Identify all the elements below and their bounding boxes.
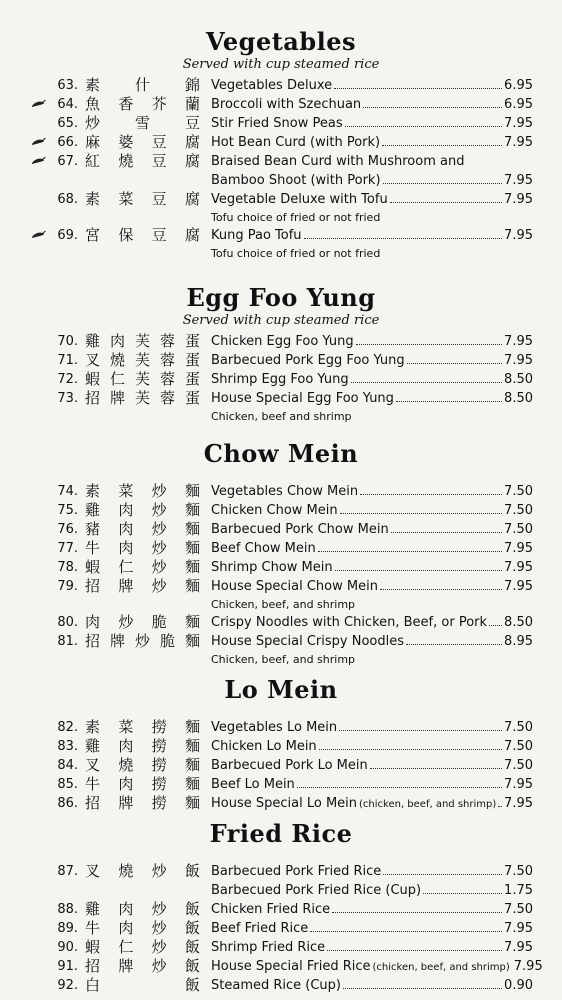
item-chinese-name: 牛 肉 撈 麵 (85, 775, 200, 793)
item-note: Chicken, beef and shrimp (211, 410, 352, 423)
item-name: Barbecued Pork Lo Mein (211, 758, 368, 773)
item-line (211, 756, 533, 775)
item-chinese-name: 素 菜 炒 麵 (85, 482, 200, 500)
item-price: 7.95 (504, 541, 533, 556)
item-number: 80. (57, 615, 78, 630)
item-price: 7.95 (504, 777, 533, 792)
item-name: Beef Lo Mein (211, 777, 295, 792)
item-price: 8.95 (504, 634, 533, 649)
item-line (211, 133, 533, 152)
menu-item (0, 938, 562, 957)
item-name: Vegetables Chow Mein (211, 484, 359, 499)
item-number: 68. (57, 192, 78, 207)
item-number: 89. (57, 921, 78, 936)
menu-item (0, 900, 562, 919)
leader-dots (332, 900, 502, 913)
item-chinese-name: 雞 肉 炒 飯 (85, 900, 200, 918)
item-number: 83. (57, 739, 78, 754)
item-name: Beef Chow Mein (211, 541, 316, 556)
item-number: 87. (57, 864, 78, 879)
menu-section (0, 820, 562, 995)
leader-dots (297, 775, 502, 788)
item-number: 79. (57, 579, 78, 594)
menu-item (0, 332, 562, 351)
section-subtitle: Served with cup steamed rice (182, 313, 380, 328)
leader-dots (343, 976, 502, 989)
item-price: 7.50 (504, 484, 533, 499)
item-name: Vegetables Lo Mein (211, 720, 338, 735)
item-price: 7.95 (504, 353, 533, 368)
item-line (211, 919, 533, 938)
item-number: 73. (57, 391, 78, 406)
item-name: Shrimp Egg Foo Yung (211, 372, 349, 387)
item-number: 82. (57, 720, 78, 735)
item-price: 7.95 (504, 135, 533, 150)
item-number: 88. (57, 902, 78, 917)
item-price: 8.50 (504, 391, 533, 406)
item-name-continued: Bamboo Shoot (with Pork) (211, 173, 381, 188)
item-line (211, 737, 533, 756)
item-chinese-name: 招 牌 炒 飯 (85, 957, 200, 975)
item-name: Chicken Chow Mein (211, 503, 338, 518)
item-chinese-name: 素 菜 撈 麵 (85, 718, 200, 736)
item-name: Hot Bean Curd (with Pork) (211, 135, 381, 150)
menu-item (0, 520, 562, 539)
item-name: Chicken Fried Rice (211, 902, 331, 917)
menu-item (0, 76, 562, 95)
item-inline-note: (chicken, beef, and shrimp) (372, 962, 510, 973)
item-line (211, 332, 533, 351)
item-number: 85. (57, 777, 78, 792)
item-chinese-name: 雞 肉 撈 麵 (85, 737, 200, 755)
leader-dots (391, 520, 502, 533)
section-title: Chow Mein (203, 439, 359, 468)
leader-dots (327, 938, 502, 951)
menu-item (0, 957, 562, 976)
item-name: Vegetable Deluxe with Tofu (211, 192, 388, 207)
item-chinese-name: 叉 燒 炒 飯 (85, 862, 200, 880)
item-name: Braised Bean Curd with Mushroom and (211, 154, 465, 169)
item-chinese-name: 素 菜 豆 腐 (85, 190, 200, 208)
item-price: 6.95 (504, 78, 533, 93)
pepper-icon (30, 230, 46, 240)
item-chinese-name: 招 牌 炒 麵 (85, 577, 200, 595)
leader-dots (318, 539, 502, 552)
item-chinese-name: 素 什 錦 (85, 76, 200, 94)
item-chinese-name: 炒 雪 豆 (85, 114, 200, 132)
item-line (211, 482, 533, 501)
menu-section (0, 28, 562, 262)
item-line (211, 718, 533, 737)
item-note: Tofu choice of fried or not fried (211, 211, 381, 224)
leader-dots (310, 919, 502, 932)
menu-item (0, 482, 562, 501)
item-chinese-name: 豬 肉 炒 麵 (85, 520, 200, 538)
item-chinese-name: 雞 肉 炒 麵 (85, 501, 200, 519)
item-name: Barbecued Pork Egg Foo Yung (211, 353, 405, 368)
menu-item (0, 794, 562, 813)
item-price: 1.75 (504, 883, 533, 898)
item-price: 0.90 (504, 978, 533, 993)
item-price: 7.95 (504, 921, 533, 936)
item-line (211, 351, 533, 370)
section-title: Lo Mein (224, 675, 338, 704)
item-name: Stir Fried Snow Peas (211, 116, 343, 131)
pepper-icon (30, 156, 46, 166)
leader-dots (360, 482, 502, 495)
leader-dots (345, 114, 502, 127)
item-line (211, 76, 533, 95)
item-number: 77. (57, 541, 78, 556)
item-line (211, 976, 533, 995)
menu-section (0, 440, 562, 668)
menu-section (0, 284, 562, 425)
item-number: 78. (57, 560, 78, 575)
item-name: Broccoli with Szechuan (211, 97, 362, 112)
item-name: House Special Lo Mein (211, 796, 358, 811)
menu-item (0, 613, 562, 632)
leader-dots (489, 613, 502, 626)
menu-item (0, 577, 562, 596)
item-line (211, 226, 533, 245)
item-number: 84. (57, 758, 78, 773)
item-line (211, 862, 533, 881)
item-chinese-name: 魚 香 芥 蘭 (85, 95, 200, 113)
item-price: 7.95 (504, 334, 533, 349)
section-title: Fried Rice (209, 819, 353, 848)
item-chinese-name: 蝦 仁 芙 蓉 蛋 (85, 370, 200, 388)
pepper-icon (30, 137, 46, 147)
item-line (211, 957, 543, 977)
menu-item-continued (0, 171, 562, 190)
item-number: 66. (57, 135, 78, 150)
item-price: 7.50 (504, 758, 533, 773)
item-line (211, 501, 533, 520)
leader-dots (370, 756, 502, 769)
item-line (211, 114, 533, 133)
item-price: 7.95 (504, 579, 533, 594)
menu-item (0, 501, 562, 520)
item-price: 7.50 (504, 739, 533, 754)
item-price: 7.50 (504, 902, 533, 917)
menu-item (0, 152, 562, 171)
item-line (211, 938, 533, 957)
menu-item (0, 632, 562, 651)
menu-item (0, 919, 562, 938)
item-line (211, 520, 533, 539)
item-name: Kung Pao Tofu (211, 228, 302, 243)
leader-dots (351, 370, 502, 383)
section-title: Egg Foo Yung (186, 283, 376, 312)
item-price: 8.50 (504, 615, 533, 630)
item-line (211, 389, 533, 408)
item-line (211, 881, 533, 900)
item-number: 70. (57, 334, 78, 349)
item-price: 7.95 (504, 940, 533, 955)
menu-item (0, 737, 562, 756)
item-chinese-name: 牛 肉 炒 飯 (85, 919, 200, 937)
pepper-icon (30, 99, 46, 109)
item-price: 6.95 (504, 97, 533, 112)
item-line (211, 152, 533, 171)
leader-dots (390, 190, 502, 203)
item-price: 7.95 (504, 192, 533, 207)
leader-dots (340, 501, 502, 514)
leader-dots (423, 881, 502, 894)
item-line (211, 794, 533, 814)
item-price: 7.95 (513, 959, 543, 974)
item-note: Tofu choice of fried or not fried (211, 247, 381, 260)
leader-dots (356, 332, 502, 345)
leader-dots (382, 133, 502, 146)
menu-item (0, 539, 562, 558)
item-name: Chicken Egg Foo Yung (211, 334, 354, 349)
menu-item (0, 558, 562, 577)
item-chinese-name: 招 牌 芙 蓉 蛋 (85, 389, 200, 407)
leader-dots (335, 558, 502, 571)
menu-item (0, 95, 562, 114)
item-price: 7.50 (504, 522, 533, 537)
menu-item-extra (0, 881, 562, 900)
item-line (211, 370, 533, 389)
leader-dots (319, 737, 502, 750)
item-line (211, 171, 533, 190)
item-chinese-name: 叉 燒 芙 蓉 蛋 (85, 351, 200, 369)
menu-item (0, 133, 562, 152)
item-number: 65. (57, 116, 78, 131)
item-inline-note: (chicken, beef, and shrimp) (359, 799, 497, 810)
item-chinese-name: 雞 肉 芙 蓉 蛋 (85, 332, 200, 350)
item-chinese-name: 招 牌 撈 麵 (85, 794, 200, 812)
item-chinese-name: 牛 肉 炒 麵 (85, 539, 200, 557)
leader-dots (383, 862, 502, 875)
item-price: 7.95 (504, 796, 533, 811)
menu-item (0, 114, 562, 133)
leader-dots (380, 577, 502, 590)
item-chinese-name: 麻 婆 豆 腐 (85, 133, 200, 151)
item-number: 67. (57, 154, 78, 169)
menu-item (0, 370, 562, 389)
item-number: 75. (57, 503, 78, 518)
item-line (211, 558, 533, 577)
item-name: Vegetables Deluxe (211, 78, 333, 93)
item-number: 76. (57, 522, 78, 537)
item-price: 7.50 (504, 503, 533, 518)
item-chinese-name: 白 飯 (85, 976, 200, 994)
item-number: 64. (57, 97, 78, 112)
menu-section (0, 676, 562, 813)
leader-dots (407, 351, 502, 364)
item-name: Crispy Noodles with Chicken, Beef, or Pork (211, 615, 488, 630)
item-line (211, 95, 533, 114)
item-price: 7.95 (504, 560, 533, 575)
leader-dots (334, 76, 502, 89)
item-number: 63. (57, 78, 78, 93)
item-name: House Special Crispy Noodles (211, 634, 404, 649)
menu-item (0, 351, 562, 370)
item-name: Shrimp Fried Rice (211, 940, 326, 955)
item-price: 8.50 (504, 372, 533, 387)
item-name: Barbecued Pork Fried Rice (Cup) (211, 883, 422, 898)
item-name: Steamed Rice (Cup) (211, 978, 341, 993)
item-name: Barbecued Pork Chow Mein (211, 522, 389, 537)
leader-dots (363, 95, 502, 108)
leader-dots (339, 718, 502, 731)
item-chinese-name: 招 牌 炒 脆 麵 (85, 632, 200, 650)
item-name: House Special Chow Mein (211, 579, 378, 594)
item-name: Beef Fried Rice (211, 921, 309, 936)
item-number: 72. (57, 372, 78, 387)
item-price: 7.50 (504, 720, 533, 735)
item-chinese-name: 肉 炒 脆 麵 (85, 613, 200, 631)
item-line (211, 539, 533, 558)
item-name: Chicken Lo Mein (211, 739, 317, 754)
item-name: Barbecued Pork Fried Rice (211, 864, 382, 879)
leader-dots (383, 171, 503, 184)
menu-item (0, 389, 562, 408)
item-price: 7.50 (504, 864, 533, 879)
item-line (211, 632, 533, 651)
item-chinese-name: 蝦 仁 炒 麵 (85, 558, 200, 576)
item-name: Shrimp Chow Mein (211, 560, 333, 575)
item-line (211, 613, 533, 632)
leader-dots (498, 794, 502, 807)
item-line (211, 190, 533, 209)
section-title: Vegetables (205, 27, 357, 56)
menu-item (0, 775, 562, 794)
item-number: 69. (57, 228, 78, 243)
menu-item (0, 976, 562, 995)
item-number: 91. (57, 959, 78, 974)
item-number: 92. (57, 978, 78, 993)
leader-dots (304, 226, 502, 239)
section-subtitle: Served with cup steamed rice (182, 57, 380, 72)
item-line (211, 577, 533, 596)
item-number: 74. (57, 484, 78, 499)
item-price: 7.95 (504, 228, 533, 243)
menu-item (0, 226, 562, 245)
menu-item (0, 756, 562, 775)
item-chinese-name: 紅 燒 豆 腐 (85, 152, 200, 170)
item-chinese-name: 叉 燒 撈 麵 (85, 756, 200, 774)
item-note: Chicken, beef, and shrimp (211, 598, 356, 611)
item-line (211, 775, 533, 794)
leader-dots (396, 389, 502, 402)
item-price: 7.95 (504, 116, 533, 131)
item-line (211, 900, 533, 919)
menu-item (0, 190, 562, 209)
menu-item (0, 862, 562, 881)
item-name: House Special Fried Rice (211, 959, 371, 974)
item-chinese-name: 蝦 仁 炒 飯 (85, 938, 200, 956)
item-number: 81. (57, 634, 78, 649)
item-name: House Special Egg Foo Yung (211, 391, 394, 406)
menu-item (0, 718, 562, 737)
item-number: 90. (57, 940, 78, 955)
item-chinese-name: 宮 保 豆 腐 (85, 226, 200, 244)
item-price: 7.95 (504, 173, 533, 188)
item-number: 71. (57, 353, 78, 368)
leader-dots (406, 632, 502, 645)
item-note: Chicken, beef, and shrimp (211, 653, 356, 666)
item-number: 86. (57, 796, 78, 811)
